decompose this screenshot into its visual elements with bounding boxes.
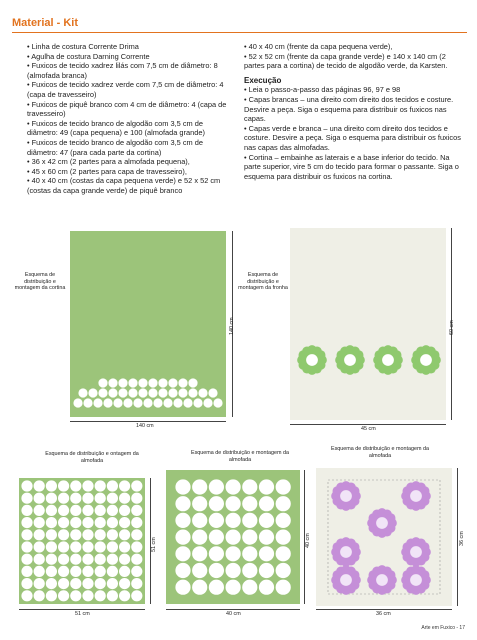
fuxico bbox=[242, 479, 257, 494]
fuxico bbox=[119, 554, 130, 565]
fuxico bbox=[276, 580, 291, 595]
fuxico bbox=[21, 541, 32, 552]
fuxico bbox=[58, 578, 69, 589]
fuxico bbox=[95, 505, 106, 516]
cortina-height-label: 140 cm bbox=[229, 317, 235, 335]
fuxico bbox=[131, 505, 142, 516]
fuxico bbox=[128, 388, 137, 397]
material-item: • 52 x 52 cm (frente da capa grande verde) e 140 x 140 cm (2 partes para a cortina) de tecido de algodão verde, da Karsten. bbox=[244, 51, 448, 71]
fuxico bbox=[107, 529, 118, 540]
lilac-fuxico-center bbox=[376, 574, 388, 586]
almofada1-fuxicos bbox=[19, 478, 145, 604]
fuxico bbox=[188, 388, 197, 397]
material-item: • Fuxicos de tecido xadrez verde com 7,5 cm de diâmetro: 4 (capa de travesseiro) bbox=[27, 80, 224, 99]
fuxico bbox=[123, 398, 132, 407]
fuxico bbox=[276, 530, 291, 545]
fuxico bbox=[173, 398, 182, 407]
fuxico bbox=[119, 566, 130, 577]
fuxico bbox=[82, 566, 93, 577]
almofada3-width-label: 36 cm bbox=[376, 611, 391, 617]
fuxico bbox=[107, 541, 118, 552]
fuxico bbox=[108, 388, 117, 397]
fuxico bbox=[34, 517, 45, 528]
fuxico bbox=[276, 563, 291, 578]
fronha-width-line bbox=[290, 424, 446, 425]
fuxico bbox=[58, 493, 69, 504]
fuxico bbox=[148, 388, 157, 397]
fuxico bbox=[242, 580, 257, 595]
fuxico bbox=[82, 590, 93, 601]
fuxico bbox=[34, 493, 45, 504]
fuxico bbox=[192, 513, 207, 528]
fuxico bbox=[259, 513, 274, 528]
fuxico bbox=[21, 480, 32, 491]
fuxico bbox=[131, 554, 142, 565]
fuxico bbox=[276, 496, 291, 511]
fuxico bbox=[107, 505, 118, 516]
fuxico bbox=[34, 541, 45, 552]
fuxico bbox=[70, 505, 81, 516]
fuxico bbox=[259, 530, 274, 545]
fuxico bbox=[119, 541, 130, 552]
fuxico bbox=[88, 388, 97, 397]
fuxico bbox=[95, 529, 106, 540]
fuxico bbox=[21, 566, 32, 577]
fuxico bbox=[46, 590, 57, 601]
fuxico bbox=[119, 505, 130, 516]
fuxico bbox=[95, 517, 106, 528]
fuxico bbox=[21, 505, 32, 516]
fuxico bbox=[70, 578, 81, 589]
fuxico bbox=[192, 546, 207, 561]
lilac-fuxico-center bbox=[340, 546, 352, 558]
material-item: • Fuxicos de tecido branco de algodão com 3,5 cm de diâmetro: 47 (para cada parte da cortina) bbox=[27, 137, 203, 157]
almofada3-height-line bbox=[457, 468, 458, 606]
material-item: • Fuxicos de piquê branco com 4 cm de diâmetro: 4 (capa de travesseiro) bbox=[27, 99, 227, 119]
fuxico bbox=[107, 554, 118, 565]
material-item: • Agulha de costura Darning Corrente bbox=[27, 51, 150, 61]
fuxico bbox=[138, 388, 147, 397]
fuxico bbox=[131, 590, 142, 601]
fuxico bbox=[95, 493, 106, 504]
fuxico bbox=[208, 388, 217, 397]
fuxico bbox=[58, 590, 69, 601]
fuxico bbox=[21, 578, 32, 589]
fuxico bbox=[175, 580, 190, 595]
fuxico bbox=[119, 578, 130, 589]
fuxico bbox=[46, 529, 57, 540]
fuxico bbox=[95, 480, 106, 491]
fuxico bbox=[78, 388, 87, 397]
fuxico bbox=[107, 578, 118, 589]
fuxico bbox=[119, 590, 130, 601]
fuxico bbox=[192, 580, 207, 595]
fuxico bbox=[133, 398, 142, 407]
fuxico bbox=[46, 578, 57, 589]
fuxico bbox=[21, 517, 32, 528]
lilac-fuxico-center bbox=[340, 490, 352, 502]
fuxico bbox=[34, 480, 45, 491]
cortina-width-label: 140 cm bbox=[136, 423, 154, 429]
fuxico bbox=[95, 590, 106, 601]
fuxico bbox=[82, 493, 93, 504]
fuxico bbox=[128, 378, 137, 387]
fuxico bbox=[175, 479, 190, 494]
fuxico bbox=[203, 398, 212, 407]
fuxico bbox=[276, 479, 291, 494]
fuxico bbox=[175, 563, 190, 578]
fuxico bbox=[34, 578, 45, 589]
fuxico bbox=[209, 496, 224, 511]
fronha-caption: Esquema de distribuição e montagem da fronha bbox=[238, 272, 288, 292]
fuxico bbox=[82, 554, 93, 565]
fuxico bbox=[58, 505, 69, 516]
fuxico bbox=[21, 493, 32, 504]
fuxico bbox=[46, 554, 57, 565]
fuxico bbox=[82, 505, 93, 516]
cortina-width-line bbox=[70, 421, 226, 422]
fuxico bbox=[21, 590, 32, 601]
fuxico bbox=[178, 378, 187, 387]
step-item: • Cortina – embainhe as laterais e a base inferior do tecido. Na parte superior, vire 5 cm do tecido para formar o passante. Siga o esquema para distribuir os fuxicos na cortina. bbox=[244, 152, 459, 181]
material-item: • Fuxicos de tecido xadrez lilás com 7,5 cm de diâmetro: 8 (almofada branca) bbox=[27, 61, 218, 80]
fuxico bbox=[276, 513, 291, 528]
fuxico bbox=[226, 479, 241, 494]
fuxico bbox=[168, 388, 177, 397]
fuxico bbox=[242, 546, 257, 561]
almofada1-caption: Esquema de distribuição e ontagem da almofada bbox=[45, 451, 139, 464]
fuxico bbox=[113, 398, 122, 407]
fuxico bbox=[193, 398, 202, 407]
fuxico bbox=[242, 530, 257, 545]
fronha-width-label: 45 cm bbox=[361, 426, 376, 432]
fuxico bbox=[73, 398, 82, 407]
fuxico bbox=[209, 530, 224, 545]
fuxico bbox=[226, 496, 241, 511]
fuxico bbox=[131, 480, 142, 491]
almofada1-width-line bbox=[19, 609, 145, 610]
almofada2-width-line bbox=[166, 609, 300, 610]
step-item: • Capas verde e branca – una direito com direito dos tecidos e costure. Desvire a peça. Siga o esquema para distribuir os fuxicos nas capas das almofadas. bbox=[244, 123, 461, 152]
fuxico bbox=[82, 517, 93, 528]
fuxico bbox=[213, 398, 222, 407]
fuxico bbox=[143, 398, 152, 407]
fuxico bbox=[158, 378, 167, 387]
fuxico bbox=[242, 496, 257, 511]
header-rule bbox=[12, 32, 467, 33]
fuxico bbox=[82, 480, 93, 491]
almofada2-fuxicos bbox=[166, 470, 300, 604]
almofada3-caption: Esquema de distribuição e montagem da almofada bbox=[331, 446, 429, 459]
fuxico bbox=[175, 513, 190, 528]
fuxico bbox=[175, 530, 190, 545]
fuxico bbox=[107, 590, 118, 601]
fuxico bbox=[46, 493, 57, 504]
fuxico bbox=[82, 541, 93, 552]
materials-right-column bbox=[244, 42, 466, 181]
fuxico bbox=[226, 580, 241, 595]
fuxico bbox=[226, 530, 241, 545]
material-item: • Fuxicos de tecido branco de algodão com 3,5 cm de diâmetro: 49 (capa pequena) e 100 (almofada grande) bbox=[27, 118, 205, 138]
fuxico bbox=[226, 513, 241, 528]
fuxico bbox=[95, 541, 106, 552]
fuxico bbox=[188, 378, 197, 387]
almofada2-width-label: 40 cm bbox=[226, 611, 241, 617]
fuxico bbox=[259, 546, 274, 561]
fuxico bbox=[131, 578, 142, 589]
fuxico bbox=[83, 398, 92, 407]
cortina-caption: Esquema de distribuição e montagem da cortina bbox=[14, 272, 66, 292]
fuxico bbox=[70, 541, 81, 552]
fuxico bbox=[131, 493, 142, 504]
step-item: • Leia o passo-a-passo das páginas 96, 97 e 98 bbox=[244, 85, 401, 95]
fuxico bbox=[95, 578, 106, 589]
fronha-height-label: 60 cm bbox=[449, 320, 455, 335]
fuxico bbox=[131, 517, 142, 528]
fuxico bbox=[118, 378, 127, 387]
cortina-fuxicos bbox=[70, 231, 226, 417]
fuxico bbox=[148, 378, 157, 387]
fuxico bbox=[46, 480, 57, 491]
page-title: Material - Kit bbox=[12, 17, 79, 29]
fuxico bbox=[118, 388, 127, 397]
fuxico bbox=[58, 480, 69, 491]
fuxico bbox=[209, 580, 224, 595]
fuxico bbox=[34, 554, 45, 565]
material-item: • Linha de costura Corrente Drima bbox=[27, 42, 139, 51]
fuxico bbox=[153, 398, 162, 407]
fuxico bbox=[70, 566, 81, 577]
fuxico bbox=[138, 378, 147, 387]
fuxico bbox=[70, 480, 81, 491]
fuxico bbox=[259, 563, 274, 578]
step-item: • Capas brancas – una direito com direito dos tecidos e costure. Desvire a peça. Siga o esquema para distribuir os fuxicos nas capas. bbox=[244, 94, 454, 124]
fuxico bbox=[108, 378, 117, 387]
material-item: • 45 x 60 cm (2 partes para capa de travesseiro), bbox=[27, 166, 187, 176]
almofada3-width-line bbox=[316, 609, 452, 610]
fuxico bbox=[178, 388, 187, 397]
fuxico bbox=[259, 580, 274, 595]
fuxico bbox=[175, 496, 190, 511]
fuxico bbox=[34, 529, 45, 540]
fuxico bbox=[107, 517, 118, 528]
material-item: • 36 x 42 cm (2 partes para a almofada pequena), bbox=[27, 157, 190, 167]
fuxico bbox=[192, 479, 207, 494]
lilac-fuxico-center bbox=[410, 490, 422, 502]
fuxico bbox=[58, 517, 69, 528]
fuxico bbox=[46, 566, 57, 577]
fuxico bbox=[107, 566, 118, 577]
fuxico bbox=[226, 546, 241, 561]
fuxico bbox=[209, 546, 224, 561]
fuxico bbox=[98, 378, 107, 387]
fuxico bbox=[192, 563, 207, 578]
material-item: • 40 x 40 cm (costas da capa pequena verde) e 52 x 52 cm (costas da capa grande verde) de piquê branco bbox=[27, 176, 221, 195]
green-fuxico-center bbox=[420, 354, 432, 366]
fuxico bbox=[175, 546, 190, 561]
fuxico bbox=[119, 480, 130, 491]
fuxico bbox=[131, 529, 142, 540]
fuxico bbox=[93, 398, 102, 407]
fuxico bbox=[21, 554, 32, 565]
fuxico bbox=[70, 529, 81, 540]
fuxico bbox=[131, 541, 142, 552]
fuxico bbox=[119, 517, 130, 528]
fuxico bbox=[58, 554, 69, 565]
green-fuxico-center bbox=[382, 354, 394, 366]
fuxico bbox=[131, 566, 142, 577]
fuxico bbox=[209, 563, 224, 578]
fuxico bbox=[242, 563, 257, 578]
fuxico bbox=[259, 479, 274, 494]
fuxico bbox=[209, 513, 224, 528]
green-fuxico-center bbox=[344, 354, 356, 366]
fronha-fuxicos bbox=[290, 228, 446, 420]
fuxico bbox=[82, 529, 93, 540]
fuxico bbox=[58, 566, 69, 577]
fuxico bbox=[226, 563, 241, 578]
fuxico bbox=[95, 566, 106, 577]
fuxico bbox=[95, 554, 106, 565]
fuxico bbox=[119, 493, 130, 504]
lilac-fuxico-center bbox=[410, 574, 422, 586]
almofada2-height-label: 40 cm bbox=[305, 533, 311, 548]
fuxico bbox=[276, 546, 291, 561]
fuxico bbox=[107, 493, 118, 504]
almofada3-height-label: 36 cm bbox=[459, 531, 465, 546]
almofada2-caption: Esquema de distribuição e montagem da almofada bbox=[191, 450, 289, 463]
fuxico bbox=[198, 388, 207, 397]
fuxico bbox=[34, 566, 45, 577]
fuxico bbox=[34, 505, 45, 516]
material-item: • 40 x 40 cm (frente da capa pequena verde), bbox=[244, 42, 393, 51]
fuxico bbox=[58, 529, 69, 540]
fuxico bbox=[163, 398, 172, 407]
fuxico bbox=[183, 398, 192, 407]
fuxico bbox=[70, 517, 81, 528]
almofada1-width-label: 51 cm bbox=[75, 611, 90, 617]
fuxico bbox=[82, 578, 93, 589]
almofada3-fuxicos bbox=[316, 468, 452, 606]
execucao-heading: Execução bbox=[244, 75, 282, 85]
almofada1-height-label: 51 cm bbox=[151, 537, 157, 552]
green-fuxico-center bbox=[306, 354, 318, 366]
fuxico bbox=[70, 590, 81, 601]
fuxico bbox=[168, 378, 177, 387]
fuxico bbox=[103, 398, 112, 407]
fuxico bbox=[98, 388, 107, 397]
fuxico bbox=[46, 505, 57, 516]
fuxico bbox=[192, 530, 207, 545]
fuxico bbox=[70, 554, 81, 565]
fuxico bbox=[34, 590, 45, 601]
fuxico bbox=[192, 496, 207, 511]
fuxico bbox=[107, 480, 118, 491]
lilac-fuxico-center bbox=[340, 574, 352, 586]
page-footer: Arte em Fuxico - 17 bbox=[421, 625, 465, 631]
fuxico bbox=[70, 493, 81, 504]
fuxico bbox=[119, 529, 130, 540]
fuxico bbox=[242, 513, 257, 528]
materials-left-column bbox=[27, 42, 235, 196]
fuxico bbox=[209, 479, 224, 494]
lilac-fuxico-center bbox=[376, 517, 388, 529]
lilac-fuxico-center bbox=[410, 546, 422, 558]
fuxico bbox=[46, 541, 57, 552]
fuxico bbox=[46, 517, 57, 528]
fuxico bbox=[58, 541, 69, 552]
fuxico bbox=[259, 496, 274, 511]
fuxico bbox=[21, 529, 32, 540]
fuxico bbox=[158, 388, 167, 397]
